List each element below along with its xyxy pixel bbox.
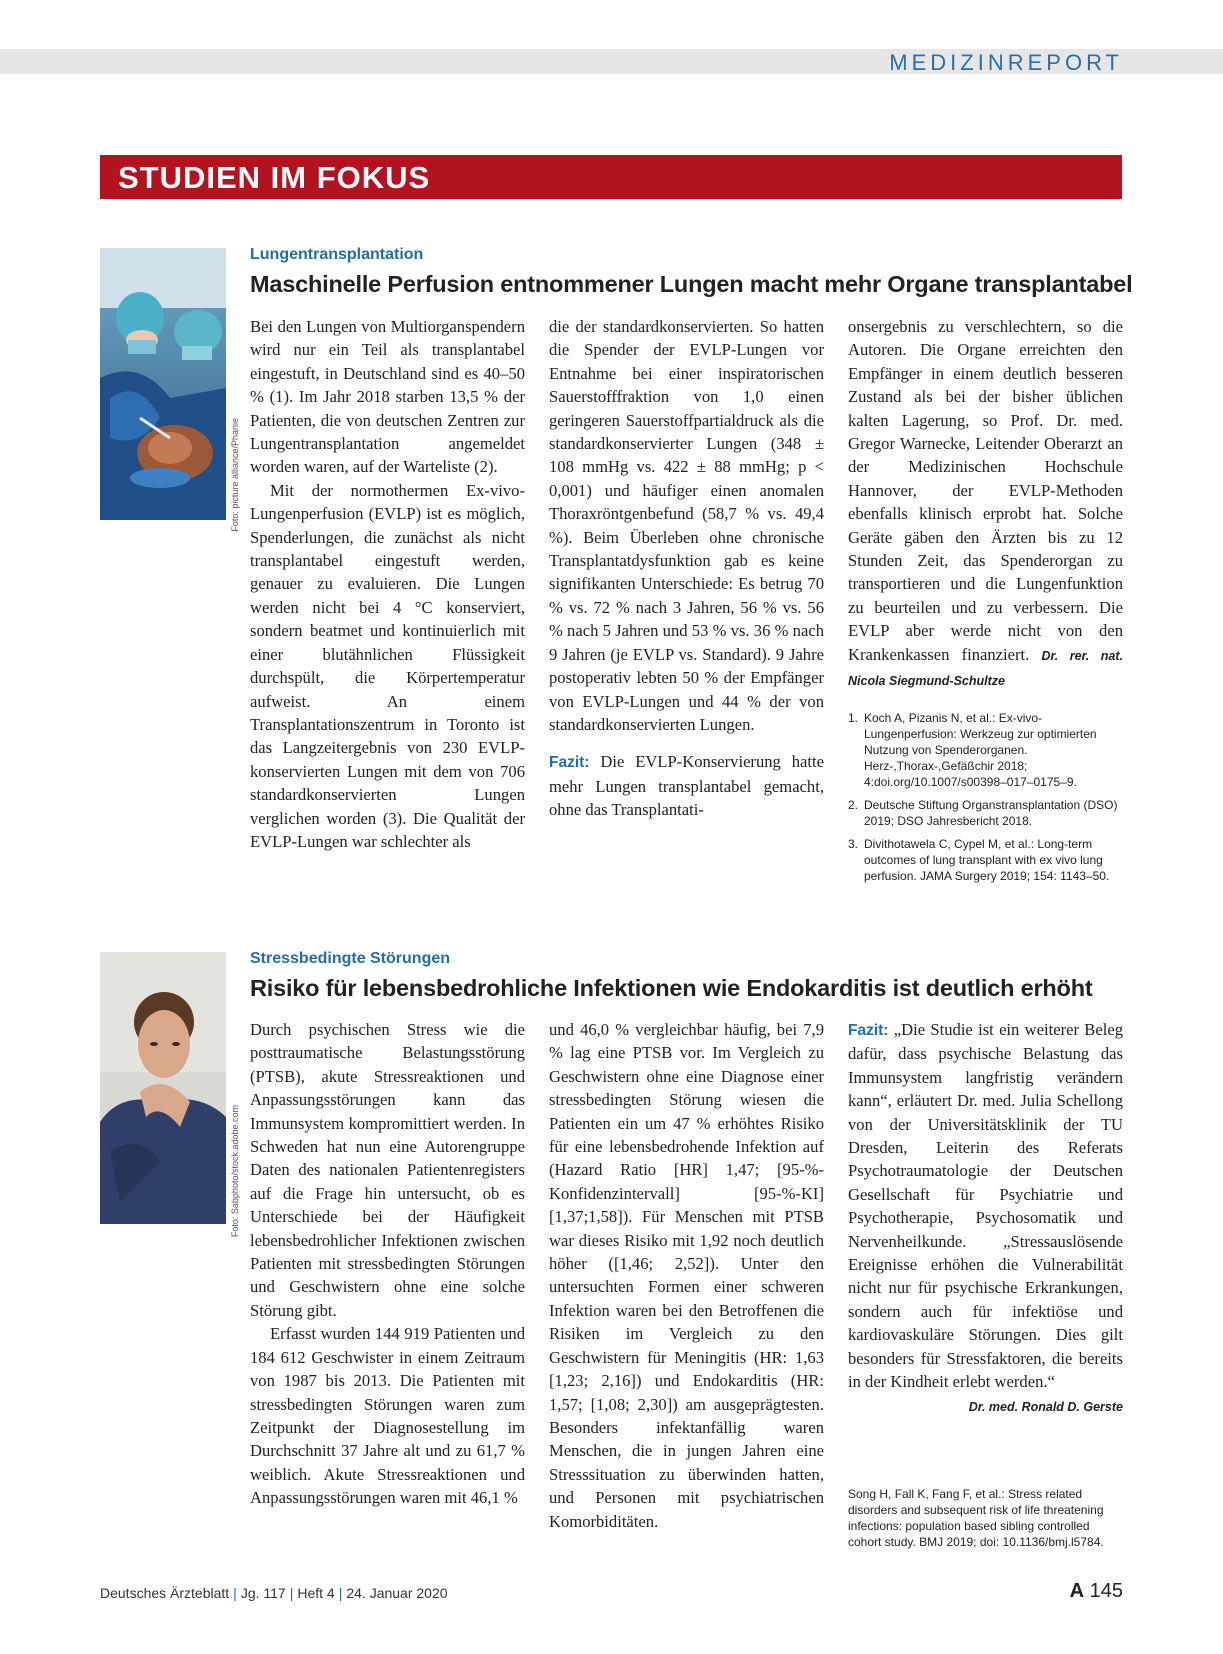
fazit-paragraph xyxy=(848,1018,1123,1394)
section-label: MEDIZINREPORT xyxy=(889,50,1123,75)
fazit-paragraph xyxy=(549,750,824,821)
page-number xyxy=(1070,1580,1123,1603)
paragraph: Mit der normothermen Ex-vivo-Lungenperfusion (EVLP) ist es möglich, Spenderlungen, die zunächst als nicht transplantabel eingestuft werden, genauer zu evaluieren. Die Lungen werden nicht bei 4 °C konserviert, sondern beatmet und kontinuierlich mit einer blutähnlichen Flüssigkeit durchspült, die Körpertemperatur aufweist. An einem Transplantationszentrum in Toronto ist das Langzeitergebnis von 230 EVLP-konservierten Lungen mit dem von 706 standardkonservierten Lungen verglichen worden (3). Die Qualität der EVLP-Lungen war schlechter als xyxy=(250,480,525,851)
paragraph-text: onsergebnis zu verschlechtern, so die Autoren. Die Organe erreichten den Empfänger in einem deutlich besseren Zustand als bei der bisher üblichen kalten Lagerung, so Prof. Dr. med. Gregor Warnecke, Leitender Oberarzt an der Medizinischen Hochschule Hannover, der EVLP-Methoden ebenfalls klinisch erprobt hat. Solche Geräte gäben den Ärzten bis zu 12 Stunden Zeit, das Spenderorgan zu transportieren und die Lungenfunktion zu beurteilen und zu verbessern. Die EVLP aber werde nicht von den Krankenkassen finanziert. xyxy=(848,317,1123,664)
separator: | xyxy=(289,1585,294,1601)
fazit-text: „Die Studie ist ein weiterer Beleg dafür, dass psychische Belastung das Immunsystem langfristig verändern kann“, erläutert Dr. med. Julia Schellong von der Universitätsklinik der TU Dresden, Leiterin des Referats Psychotraumatologie der Deutschen Gesellschaft für Psychiatrie und Psychotherapie, Psychosomatik und Nervenheilkunde. „Stressauslösende Ereignisse erhöhen die Vulnerabilität nicht nur für psychische Erkrankungen, sondern auch für infektiöse und kardiovaskuläre Störungen. Dies gilt besonders für Stressfaktoren, die bereits in der Kindheit erlebt werden.“ xyxy=(848,1020,1123,1392)
article-column-3 xyxy=(848,315,1123,694)
page-prefix: A xyxy=(1069,1580,1085,1602)
reference-number: 2. xyxy=(848,798,859,812)
section-banner xyxy=(100,155,1122,199)
reference-item xyxy=(848,836,1123,884)
reference-text: Deutsche Stiftung Organstransplantation (DSO) 2019; DSO Jahresbericht 2018. xyxy=(864,798,1118,828)
issue-date: 24. Januar 2020 xyxy=(346,1585,448,1601)
reference-item xyxy=(848,797,1123,829)
issue: Heft 4 xyxy=(297,1585,335,1601)
reference-number: 1. xyxy=(848,711,859,725)
reference-text: Koch A, Pizanis N, et al.: Ex-vivo-Lungenperfusion: Werkzeug zur optimierten Nutzung von Spenderorganen. Herz-,Thorax-,Gefäßchir 2018; 4:doi.org/10.1007/s00398–017–0175–9. xyxy=(864,711,1097,789)
footer-citation xyxy=(100,1585,448,1601)
reference-item xyxy=(848,710,1123,790)
reference-text: Song H, Fall K, Fang F, et al.: Stress related disorders and subsequent risk of life threatening infections: population based sibling controlled cohort study. BMJ 2019; doi: 10.1136/bmj.l5784. xyxy=(848,1487,1104,1549)
paragraph: Bei den Lungen von Multiorganspendern wird nur ein Teil als transplantabel eingestuft, in Deutschland sind es 40–50 % (1). Im Jahr 2018 starben 13,5 % der Patienten, die von deutschen Zentren zur Lungentransplantation angemeldet worden waren, auf der Warteliste (2). xyxy=(250,317,525,477)
article-column-2 xyxy=(549,1018,824,1533)
banner-title: STUDIEN IM FOKUS xyxy=(118,160,431,195)
page-number-value: 145 xyxy=(1089,1580,1123,1602)
author-name: Dr. rer. nat. Nicola Siegmund-Schultze xyxy=(848,648,1123,689)
fazit-text: Die EVLP-Konservierung hatte mehr Lungen transplantabel gemacht, ohne das Transplantati- xyxy=(549,752,824,820)
author-name: Dr. med. Ronald D. Gerste xyxy=(968,1399,1123,1414)
fazit-label: Fazit: xyxy=(549,754,590,772)
photo-credit: Foto: picture alliance/Phanie xyxy=(230,418,240,532)
article-kicker: Stressbedingte Störungen xyxy=(250,950,451,967)
separator: | xyxy=(338,1585,343,1601)
article-column-3 xyxy=(848,1018,1123,1419)
article-column-1 xyxy=(250,1018,525,1510)
reference-list xyxy=(848,710,1123,891)
young-man-photo xyxy=(100,952,226,1224)
separator: | xyxy=(233,1585,237,1601)
surgery-photo xyxy=(100,248,226,520)
reference-text: Divithotawela C, Cypel M, et al.: Long-term outcomes of lung transplant with ex vivo lung perfusion. JAMA Surgery 2019; 154: 1143–50. xyxy=(864,837,1110,883)
paragraph: Erfasst wurden 144 919 Patienten und 184 612 Geschwister in einem Zeitraum von 1987 bis 2013. Die Patienten mit stressbedingten Störungen waren zum Zeitpunkt der Diagnosestellung im Durchschnitt 37 Jahre alt und zu 61,7 % weiblich. Akute Stressreaktionen und Anpassungsstörungen waren mit 46,1 % xyxy=(250,1324,525,1508)
reference-number: 3. xyxy=(848,837,859,851)
paragraph: und 46,0 % vergleichbar häufig, bei 7,9 % lag eine PTSB vor. Im Vergleich zu Geschwistern ohne eine Diagnose einer stressbedingten Störung wiesen die Patienten ein um 47 % erhöhtes Risiko für eine lebensbedrohende Infektion auf (Hazard Ratio [HR] 1,47; [95-%- Konfidenzintervall] [95-%-KI] [1,37;1,58]). Für Menschen mit PTSB war dieses Risiko mit 1,92 noch deutlich höher ([1,46; 2,52]). Unter den untersuchten Formen einer schweren Infektion waren bei den Betroffenen die Risiken im Vergleich zu den Geschwistern für Meningitis (HR: 1,63 [1,23; 2,16]) und Endokarditis (HR: 1,57; [1,08; 2,30]) am ausgeprägtesten. Besonders infektanfällig waren Menschen, die in jungen Jahren eine Stresssituation zu überwinden hatten, und Personen mit psychiatrischen Komorbiditäten. xyxy=(549,1020,824,1531)
paragraph: die der standardkonservierten. So hatten die Spender der EVLP-Lungen vor Entnahme bei einer inspiratorischen Sauerstofffraktion von 1,0 einen geringeren Sauerstoffpartialdruck als die standardkonservierter Lungen (348 ± 108 mmHg vs. 422 ± 88 mmHg; p < 0,001) und häufiger einen anomalen Thoraxröntgenbefund (58,7 % vs. 49,4 %). Beim Überleben ohne chronische Transplantatdysfunktion gab es keine signifikanten Unterschiede: Es betrug 70 % vs. 72 % nach 3 Jahren, 56 % vs. 56 % nach 5 Jahren und 53 % vs. 36 % nach 9 Jahren (je EVLP vs. Standard). 9 Jahre postoperativ lebten 50 % der Empfänger von EVLP-Lungen und 44 % der von standardkonservierten Lungen. xyxy=(549,317,824,734)
article-column-2 xyxy=(549,315,824,822)
article-column-1 xyxy=(250,315,525,853)
paragraph xyxy=(848,315,1123,694)
article-kicker: Lungentransplantation xyxy=(250,246,424,263)
photo-credit: Foto: Sabphoto/stock.adobe.com xyxy=(230,1105,240,1238)
article-headline: Risiko für lebensbedrohliche Infektionen wie Endokarditis ist deutlich erhöht xyxy=(250,975,1093,1001)
article-headline: Maschinelle Perfusion entnommener Lungen macht mehr Organe transplantabel xyxy=(250,271,1133,297)
volume: Jg. 117 xyxy=(240,1585,286,1601)
paragraph: Durch psychischen Stress wie die posttraumatische Belastungsstörung (PTSB), akute Stressreaktionen und Anpassungsstörungen kann das Immunsystem kompromittiert werden. In Schweden hat nun eine Autorengruppe Daten des nationalen Patientenregisters auf die Frage hin untersucht, ob es Unterschiede bei der Häufigkeit lebensbedrohlicher Infektionen zwischen Patienten mit stressbedingten Störungen und Geschwistern ohne eine solche Störung gibt. xyxy=(250,1020,525,1320)
journal-name: Deutsches Ärzteblatt xyxy=(100,1585,230,1601)
fazit-label: Fazit: xyxy=(848,1022,889,1039)
